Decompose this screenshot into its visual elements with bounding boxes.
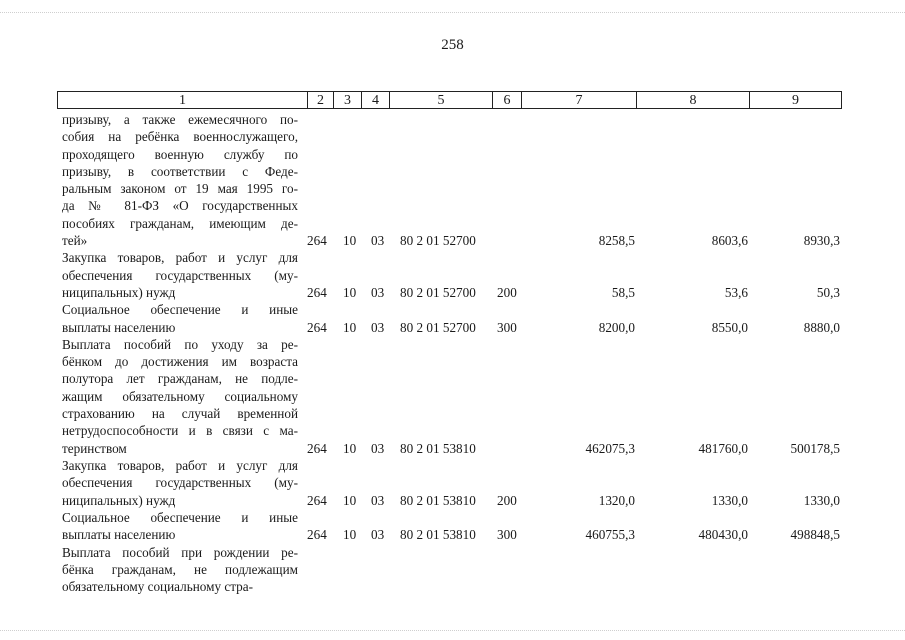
amount-col-9: 500178,5 (790, 440, 840, 456)
amount-col-8: 8603,6 (711, 233, 748, 249)
description-line: Социальное обеспечение и иные (62, 509, 298, 525)
target-article: 80 2 01 52700 (400, 319, 476, 335)
amount-col-7: 462075,3 (585, 440, 635, 456)
header-col-1: 1 (58, 92, 308, 108)
description-line: обязательному социальному стра- (62, 579, 253, 595)
description-line: да № 81-ФЗ «О государственных (62, 198, 298, 214)
description-line: обеспечения государственных (му- (62, 475, 298, 491)
gr-code: 264 (307, 284, 327, 300)
gr-code: 264 (307, 233, 327, 249)
section-code: 10 (343, 440, 357, 456)
description-line: выплаты населению (62, 527, 176, 543)
expense-type: 300 (497, 527, 517, 543)
row-description (62, 544, 298, 596)
target-article: 80 2 01 53810 (400, 527, 476, 543)
expense-type: 200 (497, 492, 517, 508)
description-line: Выплата пособий при рождении ре- (62, 544, 298, 560)
gr-code: 264 (307, 527, 327, 543)
amount-col-7: 1320,0 (598, 492, 635, 508)
description-line: нетрудоспособности и в связи с ма- (62, 423, 298, 439)
amount-col-7: 460755,3 (585, 527, 635, 543)
description-line: бёнком до достижения им возраста (62, 354, 298, 370)
target-article: 80 2 01 52700 (400, 233, 476, 249)
description-line: Закупка товаров, работ и услуг для (62, 458, 298, 473)
header-col-2: 2 (308, 92, 334, 108)
subsection-code: 03 (371, 284, 385, 300)
amount-col-9: 8880,0 (803, 319, 840, 335)
amount-col-8: 8550,0 (711, 319, 748, 335)
page-number: 258 (441, 37, 464, 53)
description-line: пособиях гражданам, имеющим де- (62, 215, 298, 231)
description-line: ниципальных) нужд (62, 492, 176, 508)
section-code: 10 (343, 284, 357, 300)
amount-col-8: 1330,0 (711, 492, 748, 508)
amount-col-9: 498848,5 (790, 527, 840, 543)
subsection-code: 03 (371, 492, 385, 508)
scan-dots-bottom (0, 630, 905, 632)
description-line: ральным законом от 19 мая 1995 го- (62, 181, 298, 197)
description-line: полутора лет гражданам, не подле- (62, 371, 298, 387)
description-line: собия на ребёнка военнослужащего, (62, 129, 298, 145)
scan-dots-top (0, 12, 905, 14)
description-line: Выплата пособий по уходу за ре- (62, 336, 298, 352)
amount-col-9: 1330,0 (803, 492, 840, 508)
row-description (62, 111, 298, 249)
target-article: 80 2 01 53810 (400, 492, 476, 508)
amount-col-8: 480430,0 (698, 527, 748, 543)
header-col-5: 5 (390, 92, 493, 108)
table-header (57, 91, 842, 109)
header-col-9: 9 (792, 93, 799, 108)
subsection-code: 03 (371, 319, 385, 335)
row-description (62, 336, 298, 457)
description-line: проходящего военную службу по (62, 146, 298, 162)
section-code: 10 (343, 527, 357, 543)
gr-code: 264 (307, 492, 327, 508)
target-article: 80 2 01 52700 (400, 284, 476, 300)
description-line: призыву, в соответствии с Феде- (62, 163, 298, 179)
expense-type: 300 (497, 319, 517, 335)
description-line: обеспечения государственных (му- (62, 267, 298, 283)
header-col-8: 8 (637, 92, 750, 108)
subsection-code: 03 (371, 440, 385, 456)
header-col-4: 4 (362, 92, 390, 108)
description-line: Социальное обеспечение и иные (62, 302, 298, 318)
description-line: теринством (62, 440, 127, 456)
description-line: ниципальных) нужд (62, 284, 176, 300)
row-description (62, 249, 298, 301)
section-code: 10 (343, 319, 357, 335)
row-description (62, 509, 298, 544)
subsection-code: 03 (371, 527, 385, 543)
row-description (62, 457, 298, 509)
description-line: выплаты населению (62, 319, 176, 335)
row-description (62, 301, 298, 336)
expense-type: 200 (497, 284, 517, 300)
subsection-code: 03 (371, 233, 385, 249)
amount-col-8: 481760,0 (698, 440, 748, 456)
section-code: 10 (343, 233, 357, 249)
gr-code: 264 (307, 440, 327, 456)
header-col-6: 6 (493, 92, 522, 108)
header-col-7: 7 (522, 92, 637, 108)
description-line: тей» (62, 233, 88, 249)
description-line: Закупка товаров, работ и услуг для (62, 250, 298, 266)
target-article: 80 2 01 53810 (400, 440, 476, 456)
header-col-3: 3 (334, 92, 362, 108)
amount-col-9: 50,3 (816, 284, 840, 300)
amount-col-7: 58,5 (611, 284, 635, 300)
section-code: 10 (343, 492, 357, 508)
description-line: призыву, а также ежемесячного по- (62, 112, 298, 127)
amount-col-8: 53,6 (724, 284, 748, 300)
amount-col-7: 8200,0 (598, 319, 635, 335)
amount-col-7: 8258,5 (598, 233, 635, 249)
amount-col-9: 8930,3 (803, 233, 840, 249)
gr-code: 264 (307, 319, 327, 335)
description-line: страхованию на случай временной (62, 406, 298, 422)
description-line: жащим обязательному социальному (62, 388, 298, 404)
description-line: бёнка гражданам, не подлежащим (62, 561, 298, 577)
